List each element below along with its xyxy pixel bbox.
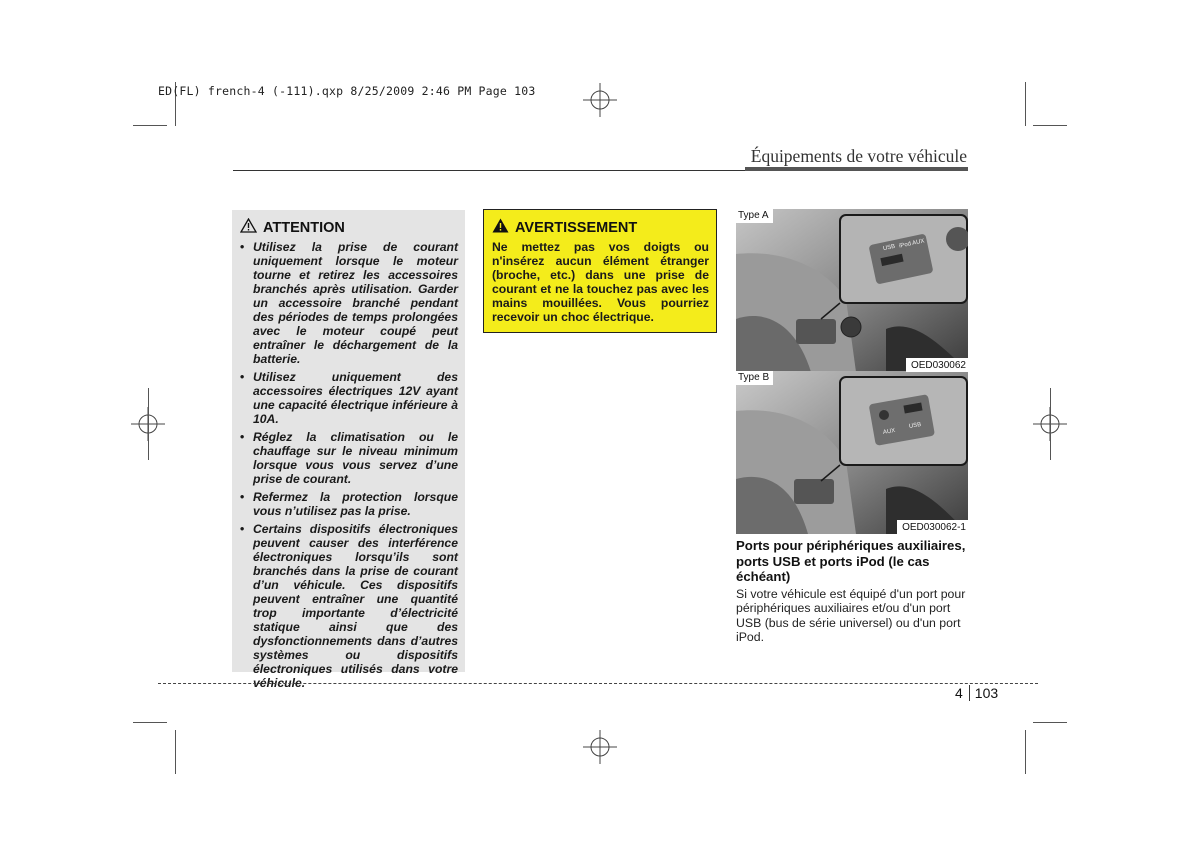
attention-title: ATTENTION — [263, 220, 345, 236]
header-rule-accent — [745, 167, 968, 171]
crop-mark — [1025, 82, 1026, 126]
crop-mark — [1050, 388, 1051, 460]
warning-triangle-icon — [240, 218, 257, 238]
list-item: • Utilisez la prise de courant uniquement lorsque le moteur tourne et retirez les accessoires branchés après utilisation. Garder un accessoire branché pendant des périodes de temps prolongées avec le moteur coupé peut entraîner le déchargement de la batterie. — [239, 240, 458, 366]
attention-box — [232, 210, 465, 690]
figure-code: OED030062 — [906, 358, 968, 372]
console-photo-b — [736, 371, 968, 534]
list-item: • Réglez la climatisation ou le chauffage sur le niveau minimum lorsque vous vous servez d’une prise de courant. — [239, 430, 458, 486]
footer-rule — [158, 683, 1038, 684]
port-label: AUX — [882, 427, 896, 437]
crop-mark — [175, 730, 176, 774]
attention-header — [240, 218, 458, 238]
page-number-value: 103 — [974, 685, 999, 701]
warning-header — [492, 218, 709, 238]
ports-body: Si votre véhicule est équipé d'un port pour périphériques auxiliaires et/ou d'un port USB (bus de série universel) ou d'un port iPod. — [736, 587, 966, 644]
list-item: • Certains dispositifs électroniques peuvent causer des interférence électroniques lorsqu’ils sont branchés dans la prise de courant d’un véhicule. Ces dispositifs peuvent entraîner une quantité trop importante d’électricité statique ainsi que des dysfonctionnements dans d’autres systèmes ou dispositifs électroniques utilisés dans votre véhicule. — [239, 522, 458, 690]
registration-mark-icon — [583, 83, 617, 117]
figure-code: OED030062-1 — [897, 520, 968, 534]
list-item: • Utilisez uniquement des accessoires électriques 12V ayant une capacité électrique inférieure à 10A. — [239, 370, 458, 426]
port-label: USB — [882, 243, 896, 253]
crop-mark — [133, 125, 167, 126]
warning-box — [483, 209, 717, 333]
warning-title: AVERTISSEMENT — [515, 220, 638, 236]
figure-type-b — [736, 371, 968, 534]
crop-mark — [133, 722, 167, 723]
console-photo-a — [736, 209, 968, 372]
figure-type-a — [736, 209, 968, 372]
crop-mark — [1033, 722, 1067, 723]
page-number — [955, 685, 998, 701]
crop-mark — [148, 388, 149, 460]
ports-heading: Ports pour périphériques auxiliaires, ports USB et ports iPod (le cas échéant) — [736, 538, 966, 584]
list-item: • Refermez la protection lorsque vous n’utilisez pas la prise. — [239, 490, 458, 518]
print-slug: ED(FL) french-4 (-111).qxp 8/25/2009 2:46 PM Page 103 — [158, 84, 536, 98]
figure-tag: Type B — [736, 371, 773, 385]
chapter-number: 4 — [955, 685, 970, 701]
port-label: iPod AUX — [898, 238, 926, 250]
warning-text: Ne mettez pas vos doigts ou n'insérez aucun élément étranger (broche, etc.) dans une prise de courant et ne la touchez pas avec les mains mouillées. Vous pourriez recevoir un choc électrique. — [492, 240, 709, 324]
warning-triangle-icon — [492, 218, 509, 238]
figure-tag: Type A — [736, 209, 773, 223]
section-title: Équipements de votre véhicule — [750, 146, 967, 166]
registration-mark-icon — [583, 730, 617, 764]
crop-mark — [1033, 125, 1067, 126]
crop-mark — [1025, 730, 1026, 774]
attention-list — [239, 240, 458, 690]
port-label: USB — [908, 421, 922, 431]
